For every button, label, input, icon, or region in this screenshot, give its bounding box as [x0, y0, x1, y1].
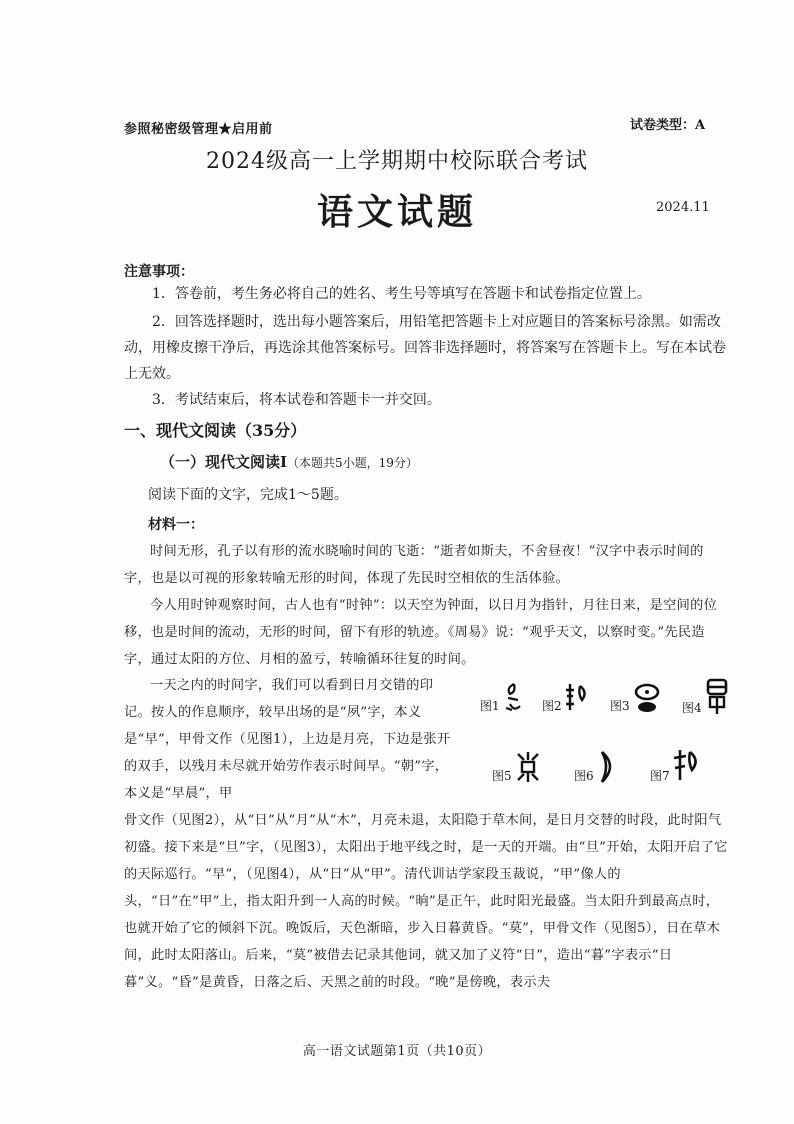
oracle-bone-su-glyph — [502, 682, 524, 714]
figure-label: 图1 — [480, 699, 500, 713]
paragraph-2: 今人用时钟观察时间，古人也有“时钟”：以天空为钟面，以日月为指针，月往日来，是空间的位移，也是时间的流动，无形的时间，留下有形的轨迹。《周易》说：“观乎天文，以察时变。”先民造字，通过太阳的方位、月相的盈亏，转喻循环往复的时间。 — [124, 598, 718, 667]
figure-5 — [492, 750, 542, 784]
figure-1 — [480, 682, 524, 714]
paragraph-1: 时间无形，孔子以有形的流水晓喻时间的飞逝：“逝者如斯夫，不舍昼夜！”汉字中表示时间的字，也是以可视的形象转喻无形的时间，体现了先民时空相依的生活体验。 — [124, 544, 704, 586]
oracle-bone-figures — [478, 672, 738, 802]
material-label: 材料一： — [148, 517, 204, 533]
figure-3 — [610, 682, 662, 714]
figure-label: 图7 — [650, 769, 670, 783]
figure-label: 图2 — [542, 699, 562, 713]
oracle-bone-wan-glyph — [672, 746, 700, 784]
reading-instruction: 阅读下面的文字，完成1～5题。 — [148, 487, 348, 503]
figure-label: 图6 — [574, 769, 594, 783]
figure-2 — [542, 680, 590, 714]
note-item-1: 1．答卷前，考生务必将自己的姓名、考生号等填写在答题卡和试卷指定位置上。 — [152, 286, 651, 302]
subsection-title — [160, 451, 418, 472]
section-title: 一、现代文阅读（35分） — [124, 421, 307, 440]
figure-label: 图4 — [682, 701, 702, 715]
note-item-3: 3．考试结束后，将本试卷和答题卡一并交回。 — [152, 392, 441, 408]
figure-label: 图3 — [610, 699, 630, 713]
paragraph-4: 骨文作（见图2），从“日”从“月”从“木”，月亮未退，太阳隐于草木间，是日月交替的时段，此时阳气初盛。接下来是“旦”字，（见图3），太阳出于地平线之时，是一天的开端。由“旦”开始，太阳开启了它的天际巡行。“早”，（见图4），从“日”从“甲”。清代训诂学家段玉裁说，“甲”像人的头，“日”在“甲”上，指太阳升到一人高的时候。“晌”是正午，此时阳光最盛。当太阳升到最高点时，也就开始了它的倾斜下沉。晚饭后，天色渐暗，步入日暮黄昏。“莫”，甲骨文作（见图5），日在草木间，此时太阳落山。后来，“莫”被借去记录其他词，就又加了义符“日”，造出“暮”字表示“日暮”义。“昏”是黄昏，日落之后、天黑之前的时段。“晚”是傍晚，表示夫 — [124, 813, 728, 990]
confidential-label: 参照秘密级管理★启用前 — [124, 122, 273, 137]
figure-6 — [574, 750, 618, 784]
oracle-bone-zao-glyph — [704, 678, 730, 716]
paper-type-label: 试卷类型：A — [630, 118, 706, 133]
subsection-note: （本题共5小题，19分） — [287, 456, 418, 470]
oracle-bone-dan-glyph — [632, 682, 662, 714]
oracle-bone-moon-glyph — [596, 750, 618, 784]
figure-7 — [650, 746, 700, 784]
subject-title: 语文试题 — [316, 191, 477, 233]
paragraph-3: 一天之内的时间字，我们可以看到日月交错的印记。按人的作息顺序，较早出场的是“夙”字，本义是“早”，甲骨文作（见图1），上边是月亮，下边是张开的双手，以残月未尽就开始劳作表示时间早。“朝”字，本义是“早晨”，甲 — [124, 678, 451, 801]
page-footer: 高一语文试题第1页（共10页） — [302, 1044, 492, 1059]
exam-date: 2024.11 — [656, 200, 710, 215]
notes-heading: 注意事项： — [124, 264, 194, 280]
oracle-bone-mu-glyph — [514, 750, 542, 784]
oracle-bone-zhao-glyph — [564, 680, 590, 714]
subsection-label: （一）现代文阅读Ⅰ — [160, 453, 288, 471]
figure-4 — [682, 678, 730, 716]
exam-title: 2024级高一上学期期中校际联合考试 — [206, 149, 588, 174]
note-item-2: 2．回答选择题时，选出每小题答案后，用铅笔把答题卡上对应题目的答案标号涂黑。如需改动，用橡皮擦干净后，再选涂其他答案标号。回答非选择题时，将答案写在答题卡上。写在本试卷上无效。 — [124, 314, 726, 382]
figure-label: 图5 — [492, 769, 512, 783]
